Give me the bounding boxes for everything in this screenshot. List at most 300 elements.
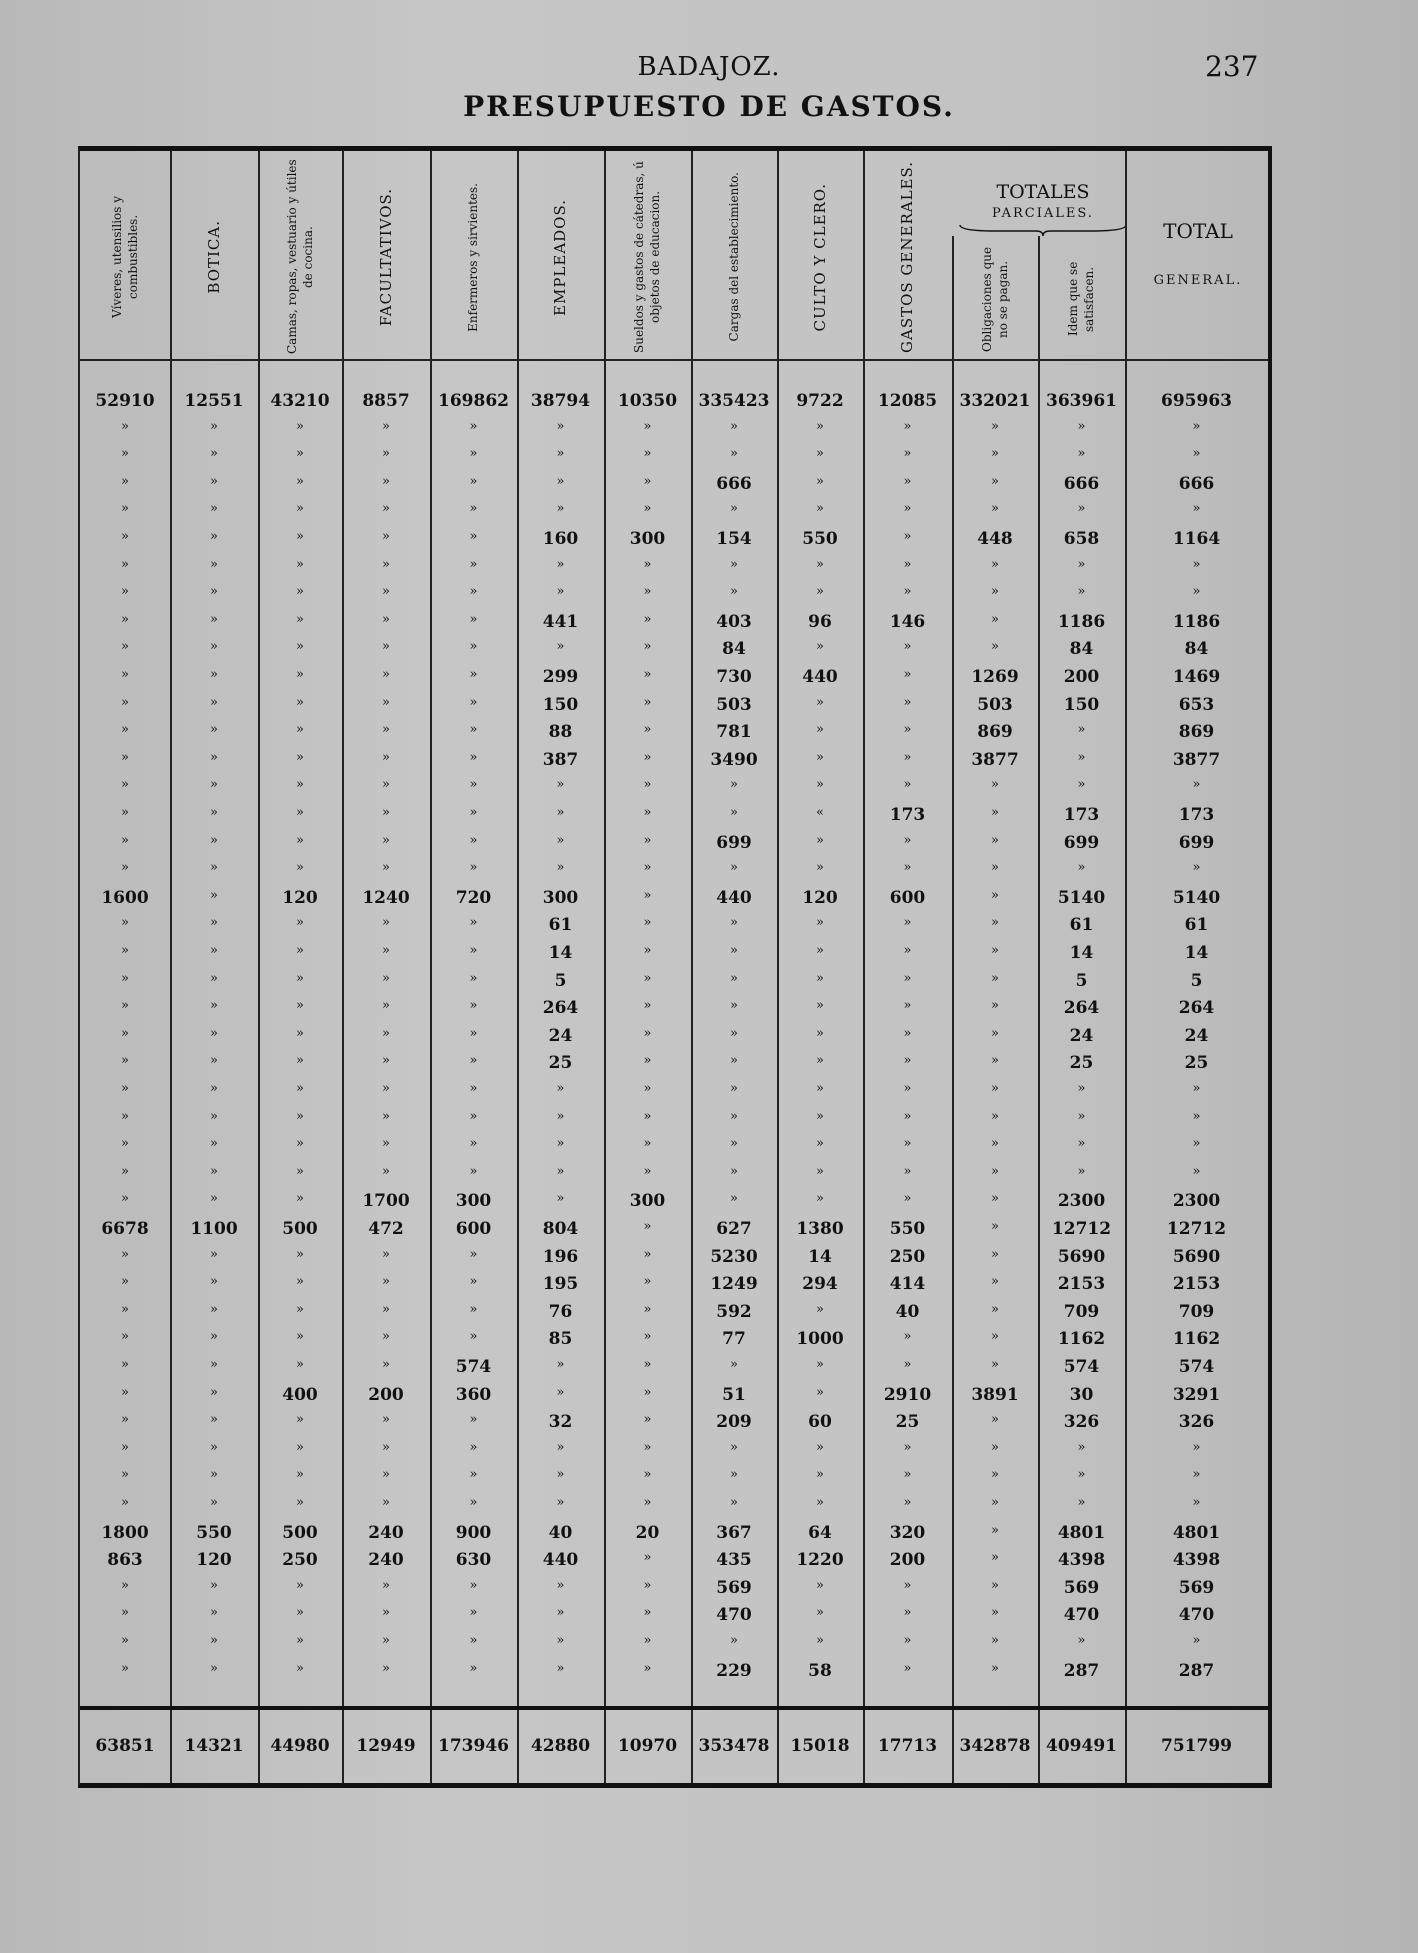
table-cell: » [121, 1467, 129, 1483]
table-cell: 200 [889, 1550, 926, 1571]
table-cell: » [556, 1605, 565, 1621]
table-cell: » [643, 1495, 652, 1510]
table-cell: » [1192, 446, 1201, 462]
table-cell: » [382, 722, 390, 738]
table-cell: » [382, 501, 390, 517]
table-cell: 869 [1178, 722, 1215, 743]
total-cell: 10970 [617, 1736, 678, 1756]
table-cell: » [382, 1025, 390, 1041]
table-cell: 441 [542, 611, 579, 632]
table-cell: » [121, 1577, 129, 1593]
table-cell: » [210, 1357, 218, 1372]
table-cell: 1469 [1172, 667, 1221, 687]
table-cell: » [991, 1660, 999, 1676]
table-cell: 470 [1178, 1605, 1215, 1626]
table-cell: » [903, 1163, 912, 1179]
table-cell: » [730, 970, 738, 986]
table-cell: » [296, 556, 304, 572]
table-cell: » [991, 1357, 999, 1372]
table-cell: 574 [1063, 1357, 1100, 1377]
total-cell: 14321 [184, 1736, 244, 1756]
table-cell: 5690 [1172, 1246, 1221, 1267]
table-cell: 264 [1178, 998, 1215, 1019]
table-cell: 264 [1063, 998, 1100, 1019]
table-cell: » [210, 446, 218, 462]
table-cell: 367 [716, 1522, 752, 1543]
total-cell: 751799 [1161, 1736, 1232, 1756]
table-cell: » [121, 1412, 129, 1428]
table-cell: » [816, 722, 824, 738]
table-cell: 200 [1063, 667, 1100, 687]
table-cell: » [643, 1412, 652, 1428]
table-cell: 709 [1178, 1301, 1215, 1322]
table-cell: » [121, 556, 129, 572]
table-cell: » [556, 1163, 565, 1179]
table-cell: » [991, 1246, 999, 1262]
table-cell: » [991, 1163, 999, 1179]
table-cell: 96 [808, 611, 832, 632]
table-cell: » [121, 1053, 129, 1069]
table-cell: » [643, 832, 652, 848]
table-cell: 32 [548, 1412, 573, 1433]
column-header [80, 157, 170, 357]
table-cell: » [296, 832, 304, 848]
table-cell: » [730, 777, 738, 793]
table-cell: 627 [716, 1219, 752, 1239]
table-cell: » [556, 1467, 565, 1483]
table-cell: » [643, 777, 652, 793]
table-cell: 30 [1069, 1384, 1094, 1405]
table-cell: » [643, 556, 652, 572]
table-cell: » [1192, 1136, 1201, 1152]
table-cell: » [382, 832, 390, 848]
table-cell: » [1077, 860, 1086, 876]
table-cell: » [991, 1219, 999, 1234]
table-cell: 574 [455, 1357, 492, 1377]
table-cell: » [1192, 584, 1201, 600]
table-cell: » [556, 1384, 565, 1400]
table-cell: 40 [895, 1301, 920, 1322]
table-cell: » [296, 694, 304, 710]
table-cell: 2910 [883, 1384, 932, 1405]
table-cell: » [643, 1219, 652, 1234]
table-cell: » [296, 1577, 304, 1593]
table-cell: » [210, 1660, 218, 1676]
table-cell: » [382, 970, 390, 986]
table-cell: » [296, 860, 304, 876]
table-cell: 61 [1184, 915, 1209, 936]
table-cell: » [1077, 1467, 1086, 1483]
table-cell: » [991, 1522, 999, 1538]
table-cell: 25 [548, 1053, 573, 1074]
table-cell: 666 [716, 473, 752, 494]
table-cell: » [382, 1605, 390, 1621]
table-cell: » [382, 1467, 390, 1483]
column-header [777, 157, 863, 357]
table-cell: » [382, 915, 390, 931]
table-cell: 154 [716, 529, 752, 549]
table-cell: » [210, 1329, 218, 1345]
table-cell: » [991, 1191, 999, 1207]
table-cell: » [296, 722, 304, 738]
province-heading: BADAJOZ. [637, 52, 781, 82]
table-cell: 900 [455, 1522, 492, 1543]
table-cell: » [903, 777, 912, 793]
table-cell: » [556, 556, 565, 572]
table-cell: 6678 [101, 1219, 149, 1239]
table-cell: » [903, 1329, 912, 1345]
table-cell: » [903, 749, 912, 765]
table-cell: » [296, 1163, 304, 1179]
table-cell: » [382, 1329, 390, 1345]
table-cell: » [210, 1081, 218, 1096]
table-cell: » [643, 1246, 652, 1262]
table-cell: » [382, 1301, 390, 1317]
table-cell: » [816, 998, 824, 1014]
table-cell: » [210, 1301, 218, 1317]
table-cell: 569 [1063, 1577, 1100, 1598]
table-cell: » [210, 556, 218, 572]
table-cell: 1186 [1172, 611, 1221, 632]
page-number: 237 [1205, 50, 1259, 83]
table-cell: » [210, 1163, 218, 1179]
table-cell: » [1077, 777, 1086, 793]
table-cell: 229 [716, 1660, 752, 1681]
table-cell: » [991, 1495, 999, 1510]
table-cell: 294 [802, 1274, 838, 1295]
table-cell: 600 [889, 887, 926, 908]
table-cell: » [469, 722, 478, 738]
table-cell: 500 [282, 1219, 318, 1239]
table-cell: 804 [542, 1219, 579, 1239]
table-cell: 699 [1063, 832, 1100, 853]
table-cell: 3877 [1172, 749, 1221, 770]
table-cell: » [121, 418, 129, 434]
table-cell: » [816, 1577, 824, 1593]
table-cell: » [643, 805, 652, 820]
table-cell: » [1077, 584, 1086, 600]
table-cell: 363961 [1046, 391, 1117, 411]
table-cell: » [643, 943, 652, 958]
table-cell: 440 [716, 887, 752, 908]
table-cell: » [1192, 1633, 1201, 1648]
table-cell: » [991, 1136, 999, 1152]
table-cell: » [903, 1081, 912, 1096]
table-cell: » [643, 1550, 652, 1566]
table-cell: 300 [629, 1191, 666, 1212]
table-cell: 51 [722, 1384, 746, 1405]
table-cell: » [903, 1660, 912, 1676]
table-cell: » [991, 1329, 999, 1345]
column-header-label: BOTICA. [204, 220, 223, 294]
table-cell: » [210, 1633, 218, 1648]
table-cell: » [556, 501, 565, 517]
table-cell: » [382, 584, 390, 600]
table-cell: 2300 [1057, 1191, 1106, 1212]
table-cell: » [903, 1439, 912, 1455]
table-cell: » [210, 832, 218, 848]
table-cell: » [643, 1081, 652, 1096]
column-header [952, 241, 1038, 357]
table-cell: » [210, 501, 218, 517]
table-cell: 1164 [1172, 529, 1221, 549]
table-cell: 1100 [190, 1219, 238, 1239]
table-cell: » [382, 1357, 390, 1372]
table-cell: » [816, 1301, 824, 1317]
table-cell: 3490 [710, 749, 758, 770]
table-cell: » [121, 1136, 129, 1152]
table-cell: » [1077, 1633, 1086, 1648]
table-cell: » [469, 1163, 478, 1179]
table-cell: » [382, 1246, 390, 1262]
column-header-label: CULTO Y CLERO. [810, 182, 829, 332]
table-cell: » [816, 1384, 824, 1400]
table-cell: » [121, 1274, 129, 1290]
table-cell: » [382, 667, 390, 682]
table-cell: 320 [889, 1522, 926, 1543]
table-cell: 1249 [710, 1274, 758, 1295]
table-cell: » [903, 446, 912, 462]
table-cell: » [903, 943, 912, 958]
table-cell: » [643, 970, 652, 986]
table-cell: » [121, 860, 129, 876]
total-cell: 173946 [438, 1736, 509, 1756]
table-cell: » [556, 1439, 565, 1455]
table-cell: » [556, 584, 565, 600]
table-cell: » [121, 529, 129, 544]
table-cell: » [469, 1081, 478, 1096]
table-cell: 209 [716, 1412, 752, 1433]
table-cell: 1700 [362, 1191, 410, 1212]
table-cell: 43210 [270, 391, 330, 411]
table-cell: » [556, 777, 565, 793]
table-cell: » [210, 639, 218, 655]
column-header [517, 157, 604, 357]
table-cell: 472 [368, 1219, 404, 1239]
table-cell: » [121, 1163, 129, 1179]
page-title: PRESUPUESTO DE GASTOS. [463, 90, 955, 123]
table-cell: » [382, 1660, 390, 1676]
table-cell: » [816, 860, 824, 876]
table-cell: » [643, 1108, 652, 1124]
table-cell: » [991, 1550, 999, 1566]
table-cell: » [903, 1136, 912, 1152]
table-cell: 300 [629, 529, 666, 549]
table-cell: » [903, 473, 912, 489]
table-cell: » [296, 1246, 304, 1262]
table-cell: » [296, 667, 304, 682]
table-cell: 1162 [1172, 1329, 1221, 1350]
table-cell: » [556, 418, 565, 434]
table-cell: » [210, 611, 218, 627]
table-cell: 12085 [877, 391, 938, 411]
table-cell: » [730, 1081, 738, 1096]
table-cell: » [296, 1357, 304, 1372]
table-cell: 335423 [698, 391, 770, 411]
table-cell: » [643, 667, 652, 682]
table-cell: » [1192, 418, 1201, 434]
table-cell: » [903, 1605, 912, 1621]
table-cell: » [121, 1633, 129, 1648]
table-cell: » [991, 1605, 999, 1621]
header-rule [80, 359, 1268, 361]
table-cell: 5690 [1057, 1246, 1106, 1267]
table-cell: 592 [716, 1301, 752, 1322]
table-cell: » [296, 639, 304, 655]
table-cell: » [730, 1439, 738, 1455]
table-cell: » [1077, 1495, 1086, 1510]
table-cell: » [210, 694, 218, 710]
table-cell: 3877 [971, 749, 1019, 770]
table-cell: » [991, 1274, 999, 1290]
table-cell: » [991, 584, 999, 600]
table-cell: » [210, 887, 218, 903]
table-cell: 653 [1178, 694, 1215, 715]
table-cell: 435 [716, 1550, 752, 1571]
table-cell: » [903, 915, 912, 931]
table-cell: » [816, 1495, 824, 1510]
table-cell: 84 [1069, 639, 1094, 660]
table-cell: » [643, 501, 652, 517]
table-cell: » [903, 1633, 912, 1648]
table-cell: » [730, 998, 738, 1014]
table-cell: 160 [542, 529, 579, 549]
table-cell: » [991, 998, 999, 1014]
table-cell: » [556, 639, 565, 655]
table-cell: » [903, 1108, 912, 1124]
table-cell: » [296, 970, 304, 986]
table-cell: » [121, 501, 129, 517]
table-cell: » [469, 943, 478, 958]
table-cell: 120 [282, 887, 318, 908]
table-cell: » [296, 1633, 304, 1648]
table-cell: » [469, 777, 478, 793]
table-cell: » [991, 777, 999, 793]
table-cell: » [903, 860, 912, 876]
table-cell: » [991, 1412, 999, 1428]
table-cell: » [730, 1053, 738, 1069]
table-cell: » [210, 1191, 218, 1207]
total-heading: TOTAL [1163, 219, 1233, 243]
table-cell: » [991, 501, 999, 517]
table-cell: 503 [716, 694, 752, 715]
table-cell: 1240 [362, 887, 410, 908]
table-cell: 781 [716, 722, 752, 743]
table-cell: » [816, 1357, 824, 1372]
table-cell: » [816, 915, 824, 931]
table-cell: 1186 [1057, 611, 1106, 632]
table-cell: » [643, 1467, 652, 1483]
table-cell: 24 [1069, 1025, 1094, 1046]
table-cell: » [903, 1495, 912, 1510]
table-cell: 550 [889, 1219, 926, 1239]
table-cell: » [469, 667, 478, 682]
table-cell: 84 [722, 639, 746, 660]
table-cell: » [1192, 1467, 1201, 1483]
table-cell: » [903, 556, 912, 572]
parciales-heading: PARCIALES. [992, 206, 1094, 221]
table-cell: » [1192, 1495, 1201, 1510]
table-cell: » [382, 777, 390, 793]
table-cell: » [1192, 777, 1201, 793]
table-cell: » [210, 1136, 218, 1152]
table-cell: » [296, 1660, 304, 1676]
table-cell: » [121, 722, 129, 738]
table-cell: 14 [548, 943, 573, 963]
table-cell: » [556, 805, 565, 820]
table-cell: » [643, 639, 652, 655]
table-cell: » [121, 1329, 129, 1345]
table-cell: » [730, 584, 738, 600]
table-cell: » [730, 1357, 738, 1372]
table-cell: 5 [1075, 970, 1088, 991]
table-cell: » [643, 1357, 652, 1372]
table-cell: » [903, 970, 912, 986]
table-cell: » [730, 1633, 738, 1648]
table-cell: 600 [455, 1219, 492, 1239]
table-cell: » [382, 1136, 390, 1152]
table-cell: » [903, 1053, 912, 1069]
table-cell: » [730, 805, 738, 820]
table-cell: » [643, 749, 652, 765]
table-cell: 52910 [95, 391, 155, 411]
table-cell: » [210, 1025, 218, 1041]
table-cell: 84 [1184, 639, 1209, 660]
table-cell: » [730, 501, 738, 517]
table-cell: » [296, 1329, 304, 1345]
table-cell: » [469, 860, 478, 876]
table-cell: » [991, 611, 999, 627]
table-cell: 569 [1178, 1577, 1215, 1598]
table-cell: 699 [716, 832, 752, 853]
table-cell: » [382, 1577, 390, 1593]
table-cell: » [991, 1301, 999, 1317]
table-cell: 4398 [1057, 1550, 1106, 1571]
table-cell: » [296, 1495, 304, 1510]
table-cell: 61 [548, 915, 573, 936]
table-cell: » [296, 1467, 304, 1483]
table-cell: » [556, 860, 565, 876]
table-cell: » [1192, 1081, 1201, 1096]
table-cell: 1380 [796, 1219, 844, 1239]
table-cell: » [121, 1025, 129, 1041]
table-cell: 4801 [1057, 1522, 1106, 1543]
table-cell: » [643, 1025, 652, 1041]
table-cell: 4801 [1172, 1522, 1221, 1543]
table-cell: » [643, 1439, 652, 1455]
table-cell: » [556, 1633, 565, 1648]
table-cell: » [210, 998, 218, 1014]
table-cell: » [816, 639, 824, 655]
table-cell: » [296, 915, 304, 931]
table-cell: » [1192, 860, 1201, 876]
table-cell: » [643, 446, 652, 462]
table-cell: 569 [716, 1577, 752, 1598]
table-cell: 863 [107, 1550, 143, 1571]
table-cell: » [382, 1053, 390, 1069]
total-cell: 342878 [959, 1736, 1031, 1756]
table-cell: » [1077, 1136, 1086, 1152]
table-cell: » [210, 1053, 218, 1069]
table-cell: » [556, 1357, 565, 1372]
table-cell: 630 [455, 1550, 492, 1571]
table-cell: » [1077, 1108, 1086, 1124]
table-cell: » [382, 943, 390, 958]
table-cell: » [730, 446, 738, 462]
table-cell: » [469, 1053, 478, 1069]
table-cell: » [296, 1053, 304, 1069]
table-cell: 3891 [971, 1384, 1019, 1405]
